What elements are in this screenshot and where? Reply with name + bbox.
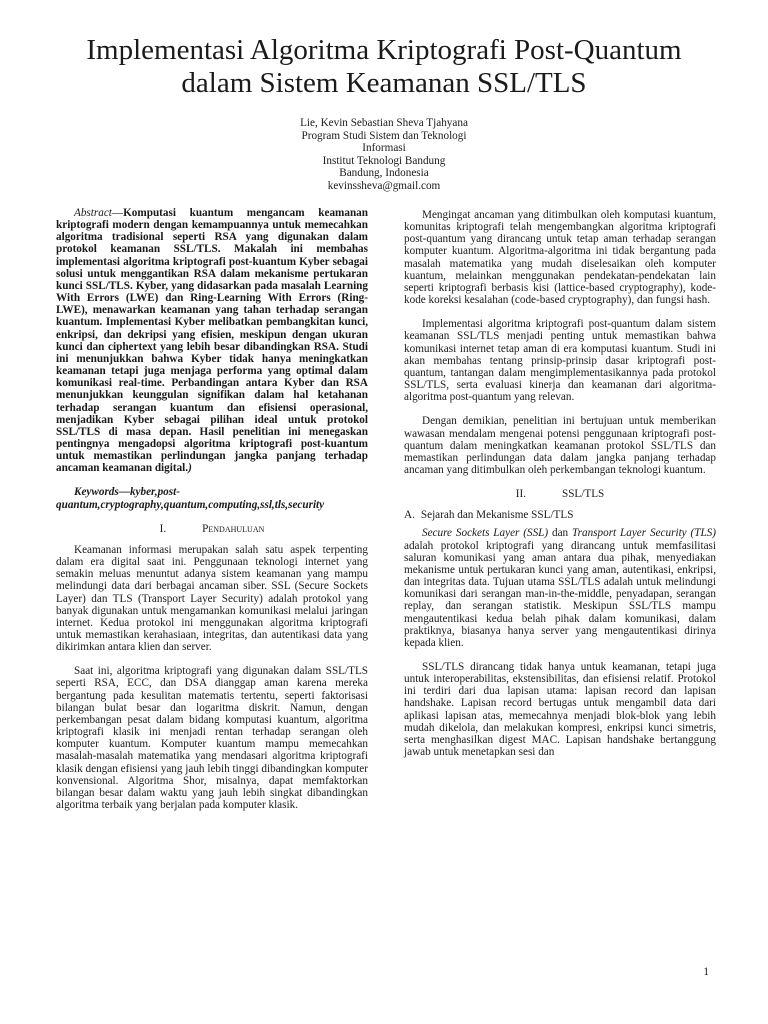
author-program-2: Informasi [362, 142, 406, 154]
keywords [56, 486, 368, 510]
subsection-a-letter: A. [404, 509, 415, 522]
section-2-paragraph-1-rest: adalah protokol kriptografi yang dirancang untuk memfasilitasi saluran komunikasi yang aman antara dua pihak, menyediakan mekanisme untuk pertukaran kunci yang aman, autentikasi, enkripsi, dan integritas data. Tujuan utama SSL/TLS adalah untuk melindungi komunikasi dari serangan man-in-the-middle, penyadapan, serangan replay, dan serangan statistik. Meskipun SSL/TLS mampu mengautentikasi kedua belah pihak dalam komunikasi, dalam praktiknya, biasanya hanya server yang mengautentikasi dirinya kepada klien. [404, 539, 716, 649]
ssl-term: Secure Sockets Layer (SSL) [422, 527, 549, 540]
section-1-heading [56, 523, 368, 535]
title-line-1: Implementasi Algoritma Kriptografi Post-Quantum [86, 34, 682, 66]
abstract-dash: — [111, 207, 124, 219]
abstract-closing: ) [188, 462, 192, 475]
title-line-2: dalam Sistem Keamanan SSL/TLS [181, 67, 587, 99]
author-email: kevinssheva@gmail.com [327, 179, 441, 192]
section-1-number: I. [159, 522, 167, 535]
section-1-paragraph-1: Keamanan informasi merupakan salah satu aspek terpenting dalam era digital saat ini. Penggunaan teknologi internet yang semakin meluas menuntut adanya sistem keamanan yang mampu melindungi data dari berbagai ancaman siber. SSL (Secure Sockets Layer) dan TLS (Transport Layer Security) adalah protokol yang banyak digunakan untuk mengamankan komunikasi melalui jaringan internet. Kedua protokol ini menggunakan algoritma kriptografi untuk memastikan kerahasiaan, integritas, dan autentikasi data yang dikirimkan antara klien dan server. [56, 543, 368, 654]
right-column [404, 209, 716, 758]
author-institute: Institut Teknologi Bandung [322, 154, 446, 167]
author-name: Lie, Kevin Sebastian Sheva Tjahyana [300, 117, 468, 129]
abstract-body: Komputasi kuantum mengancam keamanan kriptografi modern dengan kemampuannya untuk memecahkan algoritma tradisional seperti RSA yang digunakan dalam protokol keamanan SSL/TLS. Makalah ini membahas implementasi algoritma kriptografi post-kuantum Kyber sebagai solusi untuk menggantikan RSA dalam mekanisme pertukaran kunci SSL/TLS. Kyber, yang didasarkan pada masalah Learning With Errors (LWE) dan Ring-Learning With Errors (Ring-LWE), menawarkan keamanan yang tahan terhadap serangan kuantum. Implementasi Kyber melibatkan pembangkitan kunci, enkripsi, dan dekripsi yang efisien, meskipun dengan ukuran kunci dan ciphertext yang lebih besar dibandingkan RSA. Studi ini menunjukkan bahwa Kyber tidak hanya meningkatkan keamanan tetapi juga menjaga performa yang optimal dalam komunikasi real-time. Perbandingan antara Kyber dan RSA menunjukkan keunggulan signifikan dalam hal ketahanan terhadap serangan kuantum dan efisiensi operasional, menjadikan Kyber sebagai pilihan ideal untuk protokol SSL/TLS di masa depan. Hasil penelitian ini menegaskan pentingnya mengadopsi algoritma kriptografi post-kuantum untuk memastikan perlindungan jangka panjang terhadap ancaman keamanan digital. [56, 207, 368, 475]
subsection-a-heading [404, 509, 716, 521]
section-1-paragraph-2: Saat ini, algoritma kriptografi yang digunakan dalam SSL/TLS seperti RSA, ECC, dan DSA dianggap aman karena mereka bergantung pada kesulitan matematis tertentu, seperti faktorisasi bilangan bulat besar dan logaritma diskrit. Namun, dengan perkembangan pesat dalam bidang komputasi kuantum, algoritma kriptografi klasik ini menjadi rentan terhadap serangan oleh komputer kuantum. Komputer kuantum mampu memecahkan masalah-masalah matematika yang mendasari algoritma kriptografi klasik dengan efisiensi yang jauh lebih tinggi dibandingkan komputer konvensional. Algoritma Shor, misalnya, dapat memfaktorkan bilangan besar dalam waktu yang jauh lebih singkat dibandingkan algoritma terbaik yang berjalan pada komputer klasik. [56, 665, 368, 812]
section-2-title: SSL/TLS [561, 488, 605, 501]
paper-title [40, 34, 728, 100]
section-2-paragraph-2: SSL/TLS dirancang tidak hanya untuk keamanan, tetapi juga untuk interoperabilitas, ekstensibilitas, dan efisiensi relatif. Protokol ini terdiri dari dua lapisan utama: lapisan record dan lapisan handshake. Lapisan record bertugas untuk mengambil data dari aplikasi lapisan atas, memecahnya menjadi blok-blok yang lebih mudah dikelola, dan melakukan kompresi, enkripsi kunci simetris, serta menghasilkan digest MAC. Lapisan handshake bertanggung jawab untuk menetapkan sesi dan [404, 661, 716, 759]
subsection-a-title: Sejarah dan Mekanisme SSL/TLS [420, 509, 574, 522]
abstract [56, 207, 368, 474]
keywords-dash: — [118, 486, 130, 499]
section-1-paragraph-4: Implementasi algoritma kriptografi post-quantum dalam sistem keamanan SSL/TLS menjadi penting untuk memastikan bahwa komunikasi internet tetap aman di era komputasi kuantum. Studi ini akan membahas tentang prinsip-prinsip dasar kriptografi post-quantum, tantangan dalam mengimplementasikannya pada protokol SSL/TLS, serta evaluasi kinerja dan keamanan dari algoritma-algoritma post-quantum yang relevan. [404, 318, 716, 404]
section-2-paragraph-1 [404, 527, 716, 649]
section-2-heading [404, 488, 716, 500]
and-connector: dan [548, 527, 573, 540]
keywords-terms: kyber,post-quantum,cryptography,quantum,computing,ssl,tls,security [56, 486, 325, 511]
author-program-1: Program Studi Sistem dan Teknologi [301, 129, 467, 142]
author-location: Bandung, Indonesia [339, 167, 429, 179]
section-1-paragraph-5: Dengan demikian, penelitian ini bertujuan untuk memberikan wawasan mendalam mengenai potensi penggunaan kriptografi post-quantum dalam meningkatkan keamanan protokol SSL/TLS dan memastikan perlindungan data dalam jangka panjang terhadap ancaman yang ditimbulkan oleh perkembangan teknologi kuantum. [404, 415, 716, 476]
author-block [234, 117, 534, 192]
keywords-label: Keywords [74, 486, 119, 499]
page-number: 1 [703, 966, 709, 978]
section-2-number: II. [515, 488, 526, 501]
section-1-paragraph-3: Mengingat ancaman yang ditimbulkan oleh komputasi kuantum, komunitas kriptografi telah mengembangkan algoritma kriptografi post-quantum yang dirancang untuk tetap aman terhadap serangan komputer kuantum. Algoritma-algoritma ini tidak bergantung pada masalah matematika yang mudah diselesaikan oleh komputer kuantum, melainkan menggunakan pendekatan-pendekatan lain seperti kriptografi berbasis kisi (lattice-based cryptography), kode-kode koreksi kesalahan (code-based cryptography), dan fungsi hash. [404, 209, 716, 307]
left-column [56, 207, 368, 811]
section-1-title: Pendahuluan [202, 522, 265, 535]
tls-term: Transport Layer Security (TLS) [572, 527, 716, 540]
abstract-label: Abstract [74, 207, 112, 219]
